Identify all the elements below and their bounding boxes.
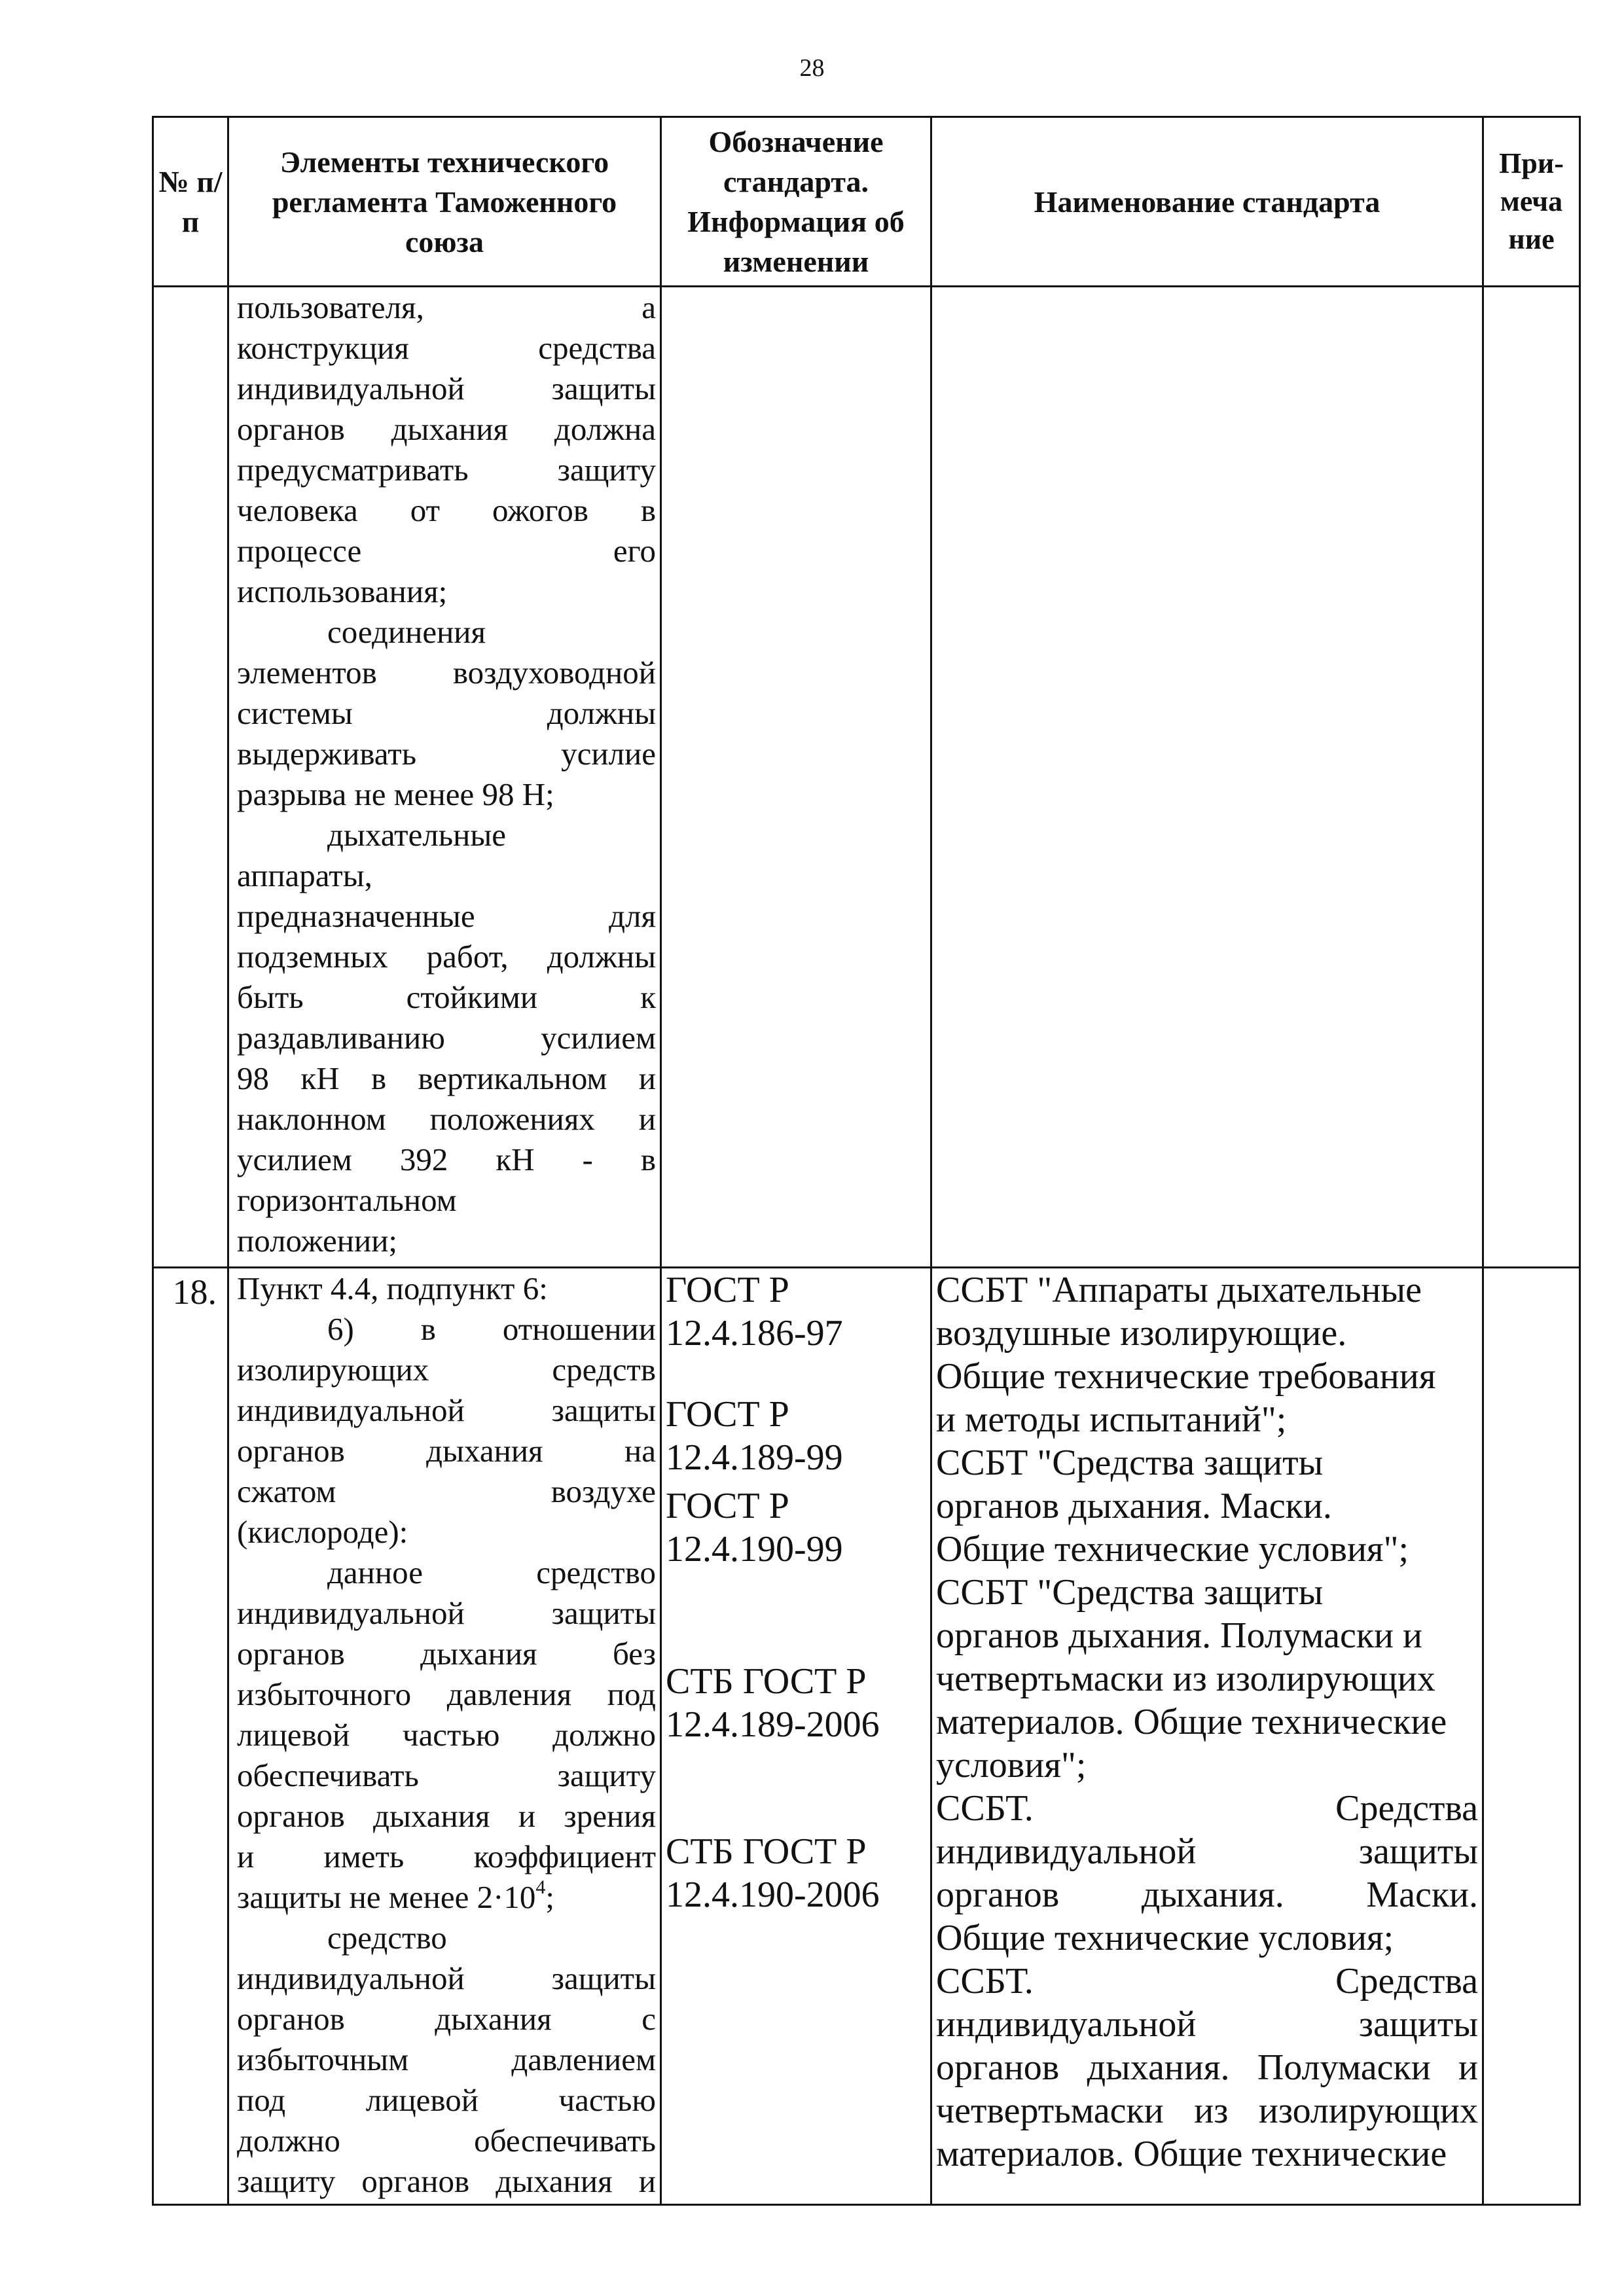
text-line: защиты не менее $2\cdot 10^4$; — [237, 1876, 555, 1915]
text-line: воздушные изолирующие. — [936, 1313, 1347, 1354]
text-line: выдерживать усилие — [237, 736, 656, 772]
text-line: индивидуальной защиты — [237, 1960, 656, 1996]
standards-table — [152, 116, 1581, 2206]
text-line: (кислороде): — [237, 1514, 408, 1550]
text-line: органов дыхания. Полумаски и — [936, 1615, 1422, 1656]
standard-designation: 12.4.190-99 — [666, 1529, 843, 1570]
text-line: четвертьмаски из изолирующих — [936, 1659, 1435, 1699]
text-line: материалов. Общие технические — [936, 1702, 1447, 1742]
text-line: процессе его — [237, 533, 656, 569]
text-line: четвертьмаски из изолирующих — [936, 2090, 1478, 2131]
standard-designation: ГОСТ Р — [666, 1486, 789, 1526]
header-note: При- меча ние — [1483, 117, 1580, 287]
text-line: органов дыхания. Маски. — [936, 1486, 1332, 1526]
text-line: быть стойкими к — [237, 979, 656, 1015]
text-line: положении; — [237, 1223, 398, 1259]
text-line: предназначенные для — [237, 898, 656, 934]
text-line: ССБТ "Средства защиты — [936, 1572, 1324, 1613]
text-line: индивидуальной защиты — [237, 1392, 656, 1428]
cell-element — [228, 1268, 661, 2205]
text-line: соединения — [327, 614, 486, 650]
text-line: и иметь коэффициент — [237, 1839, 656, 1874]
text-line: органов дыхания и зрения — [237, 1798, 656, 1834]
text-line: органов дыхания без — [237, 1636, 656, 1672]
text-line: под лицевой частью — [237, 2082, 656, 2118]
table-row-18 — [153, 1268, 1580, 2205]
table-row-continuation — [153, 287, 1580, 1268]
text-line: конструкция средства — [237, 330, 656, 366]
text-line: условия"; — [936, 1745, 1087, 1785]
text-line: разрыва не менее 98 Н; — [237, 776, 554, 812]
text-line: использования; — [237, 573, 448, 609]
header-number: № п/п — [153, 117, 228, 287]
superscript-exponent: 4 — [535, 1876, 546, 1898]
text-line: Общие технические требования — [936, 1356, 1436, 1397]
text-line: предусматривать защиту — [237, 452, 656, 488]
standard-designation: ГОСТ Р — [666, 1270, 789, 1310]
text-line: Общие технические условия; — [936, 1918, 1394, 1958]
standard-designation: 12.4.186-97 — [666, 1313, 843, 1354]
cell-number — [153, 287, 228, 1268]
text-line: средство — [327, 1920, 447, 1956]
text-line: органов дыхания на — [237, 1433, 656, 1469]
text-line: подземных работ, должны — [237, 939, 656, 975]
header-designation: Обозначение стандарта. Информация об изменении — [661, 117, 931, 287]
standard-designation: 12.4.189-99 — [666, 1437, 843, 1478]
cell-designation — [661, 287, 931, 1268]
standard-designation: СТБ ГОСТ Р — [666, 1661, 867, 1702]
text-line: избыточным давлением — [237, 2041, 656, 2077]
text-line: материалов. Общие технические — [936, 2134, 1447, 2174]
cell-element — [228, 287, 661, 1268]
text-line: дыхательные — [327, 817, 507, 853]
text-line: 98 кН в вертикальном и — [237, 1060, 656, 1096]
text-line: лицевой частью должно — [237, 1717, 656, 1753]
text-line: человека от ожогов в — [237, 492, 656, 528]
page-number: 28 — [799, 54, 825, 82]
text-line: индивидуальной защиты — [936, 1831, 1478, 1872]
text-line: ССБТ. Средства — [936, 1961, 1478, 2001]
text-line: ССБТ "Аппараты дыхательные — [936, 1270, 1422, 1310]
cell-name — [931, 1268, 1483, 2205]
table-header-row — [153, 117, 1580, 287]
text-line: индивидуальной защиты — [237, 370, 656, 406]
text-line: индивидуальной защиты — [936, 2004, 1478, 2045]
header-name: Наименование стандарта — [931, 117, 1483, 287]
cell-note — [1483, 287, 1580, 1268]
text-line: Пункт 4.4, подпункт 6: — [237, 1270, 548, 1306]
row-number: 18. — [153, 1268, 228, 2205]
text-line: пользователя, а — [237, 289, 656, 325]
text-line: горизонтальном — [237, 1182, 457, 1218]
header-element: Элементы технического регламента Таможенного союза — [228, 117, 661, 287]
text-line: изолирующих средств — [237, 1352, 656, 1388]
text-line: ССБТ "Средства защиты — [936, 1443, 1324, 1483]
cell-name — [931, 287, 1483, 1268]
text-line: должно обеспечивать — [237, 2123, 656, 2159]
text-line: Общие технические условия"; — [936, 1529, 1409, 1570]
text-line: органов дыхания. Полумаски и — [936, 2047, 1478, 2088]
standard-designation: 12.4.189-2006 — [666, 1704, 880, 1745]
text-line: 6) в отношении — [327, 1311, 656, 1347]
text-line: обеспечивать защиту — [237, 1757, 656, 1793]
standard-designation: 12.4.190-2006 — [666, 1874, 880, 1915]
cell-designation — [661, 1268, 931, 2205]
standard-designation: СТБ ГОСТ Р — [666, 1831, 867, 1872]
text-line: сжатом воздухе — [237, 1473, 656, 1509]
text-line: элементов воздуховодной — [237, 655, 656, 691]
text-line: и методы испытаний"; — [936, 1399, 1287, 1440]
text-line: индивидуальной защиты — [237, 1595, 656, 1631]
text-line: наклонном положениях и — [237, 1101, 656, 1137]
cell-note — [1483, 1268, 1580, 2205]
text-line: ССБТ. Средства — [936, 1788, 1478, 1829]
text-line: системы должны — [237, 695, 656, 731]
text-line: данное средство — [327, 1554, 656, 1590]
text-line: усилием 392 кН - в — [237, 1141, 656, 1177]
text-line: избыточного давления под — [237, 1676, 656, 1712]
text-line: раздавливанию усилием — [237, 1020, 656, 1056]
text-line: защиту органов дыхания и — [237, 2163, 656, 2199]
text-line: аппараты, — [237, 857, 372, 893]
text-line: органов дыхания должна — [237, 411, 656, 447]
text-line: органов дыхания. Маски. — [936, 1874, 1478, 1915]
standard-designation: ГОСТ Р — [666, 1394, 789, 1435]
text-line: органов дыхания с — [237, 2001, 656, 2037]
